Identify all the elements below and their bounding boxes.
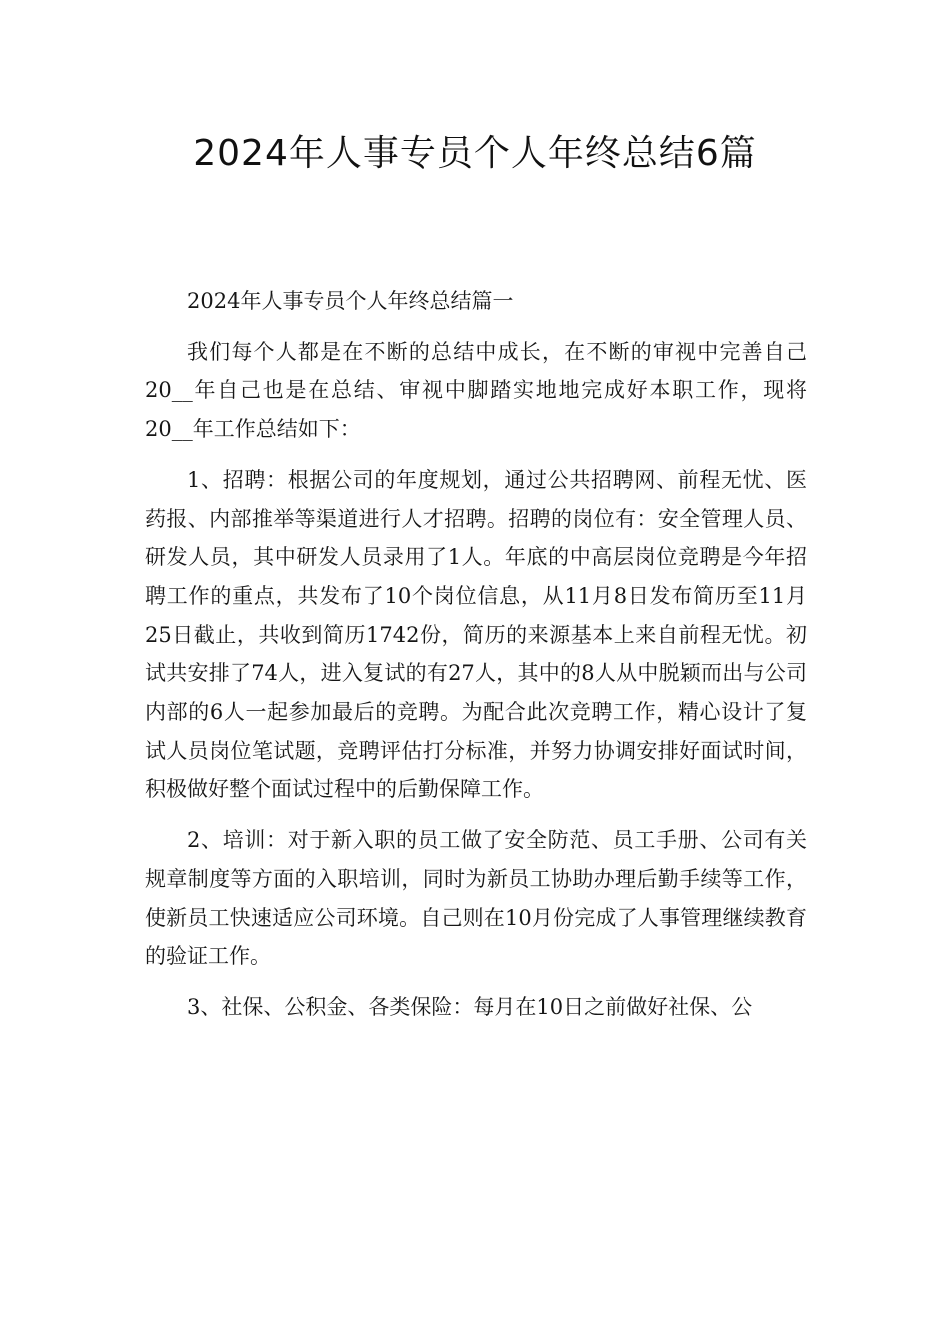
paragraph-recruitment: 1、招聘：根据公司的年度规划，通过公共招聘网、前程无忧、医药报、内部推举等渠道进行人才招聘。招聘的岗位有：安全管理人员、研发人员，其中研发人员录用了1人。年底的中高层岗位竞聘是今年招聘工作的重点，共发布了10个岗位信息，从11月8日发布简历至11月25日截止，共收到简历1742份，简历的来源基本上来自前程无忧。初试共安排了74人，进入复试的有27人，其中的8人从中脱颖而出与公司内部的6人一起参加最后的竞聘。为配合此次竞聘工作，精心设计了复试人员岗位笔试题，竞聘评估打分标准，并努力协调安排好面试时间，积极做好整个面试过程中的后勤保障工作。 bbox=[145, 467, 807, 802]
section-heading: 2024年人事专员个人年终总结篇一 bbox=[187, 289, 514, 313]
paragraph-training: 2、培训：对于新入职的员工做了安全防范、员工手册、公司有关规章制度等方面的入职培训，同时为新员工协助办理后勤手续等工作，使新员工快速适应公司环境。自己则在10月份完成了人事管理继续教育的验证工作。 bbox=[145, 828, 807, 969]
paragraph-intro: 我们每个人都是在不断的总结中成长，在不断的审视中完善自己20__年自己也是在总结、审视中脚踏实地地完成好本职工作，现将20__年工作总结如下： bbox=[145, 339, 807, 442]
document-body bbox=[145, 282, 807, 1027]
document-title: 2024年人事专员个人年终总结6篇 bbox=[193, 133, 757, 174]
paragraph-social-insurance: 3、社保、公积金、各类保险：每月在10日之前做好社保、公 bbox=[187, 994, 753, 1019]
